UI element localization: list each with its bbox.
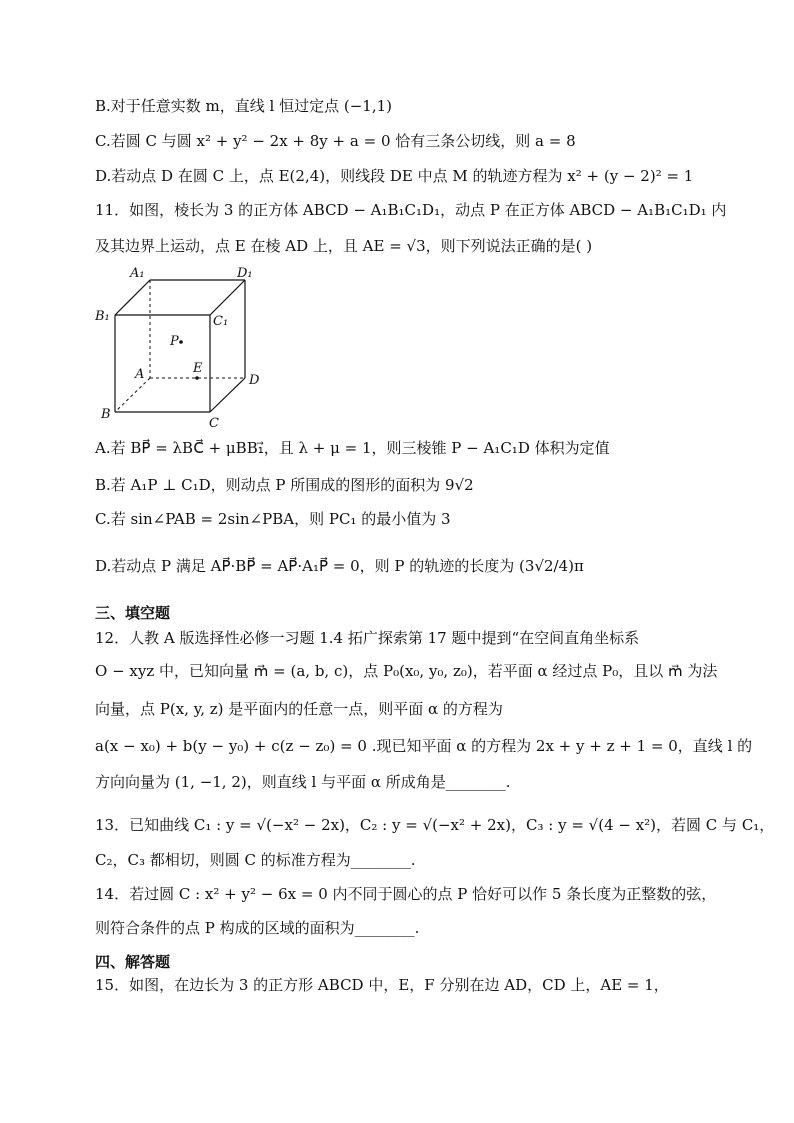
cube-figure: [95, 262, 275, 432]
label-d1: D₁: [237, 266, 253, 281]
section-heading-fill-in: 三、填空题: [95, 604, 171, 622]
line-option-c: C.若圆 C 与圆 x² + y² − 2x + 8y + a = 0 恰有三条公切线，则 a = 8: [95, 132, 576, 150]
question-11-line2: 及其边界上运动，点 E 在棱 AD 上，且 AE = √3，则下列说法正确的是( ): [95, 237, 593, 255]
question-11-option-b: B.若 A₁P ⊥ C₁D，则动点 P 所围成的图形的面积为 9√2: [95, 476, 474, 494]
question-15-line1: 15．如图，在边长为 3 的正方形 ABCD 中，E，F 分别在边 AD，CD 上，AE = 1，: [95, 976, 669, 994]
question-12-line4: a(x − x₀) + b(y − y₀) + c(z − z₀) = 0 .现已知平面 α 的方程为 2x + y + z + 1 = 0，直线 l 的: [95, 737, 753, 755]
question-13-line2: C₂，C₃ 都相切，则圆 C 的标准方程为________.: [95, 851, 416, 869]
question-12-line1: 12．人教 A 版选择性必修一习题 1.4 拓广探索第 17 题中提到“在空间直角坐标系: [95, 629, 640, 647]
question-12-line5: 方向向量为 (1, −1, 2)，则直线 l 与平面 α 所成角是________.: [95, 773, 511, 791]
label-b: B: [101, 407, 111, 422]
question-11-option-a: A.若 BP⃗ = λBC⃗ + μBB₁⃗，且 λ + μ = 1，则三棱锥 P − A₁C₁D 体积为定值: [95, 439, 610, 457]
question-14-line2: 则符合条件的点 P 构成的区域的面积为________.: [95, 919, 420, 937]
question-12-line2: O − xyz 中，已知向量 m⃗ = (a, b, c)，点 P₀(x₀, y₀, z₀)，若平面 α 经过点 P₀，且以 m⃗ 为法: [95, 662, 718, 680]
label-a: A: [135, 367, 145, 382]
label-p: P: [170, 334, 179, 349]
question-13-line1: 13．已知曲线 C₁ : y = √(−x² − 2x)，C₂ : y = √(−x² + 2x)，C₃ : y = √(4 − x²)，若圆 C 与 C₁，: [95, 816, 775, 834]
question-14-line1: 14．若过圆 C : x² + y² − 6x = 0 内不同于圆心的点 P 恰好可以作 5 条长度为正整数的弦，: [95, 885, 717, 903]
question-11-option-d: D.若动点 P 满足 AP⃗·BP⃗ = AP⃗·A₁P⃗ = 0，则 P 的轨迹的长度为 (3√2/4)π: [95, 557, 584, 575]
label-d: D: [249, 373, 260, 388]
label-b1: B₁: [95, 309, 110, 324]
question-11-option-c: C.若 sin∠PAB = 2sin∠PBA，则 PC₁ 的最小值为 3: [95, 510, 451, 528]
label-c: C: [209, 416, 219, 431]
label-a1: A₁: [130, 266, 145, 281]
line-option-b: B.对于任意实数 m，直线 l 恒过定点 (−1,1): [95, 97, 393, 115]
question-11-line1: 11．如图，棱长为 3 的正方体 ABCD − A₁B₁C₁D₁，动点 P 在正方体 ABCD − A₁B₁C₁D₁ 内: [95, 201, 727, 219]
question-12-line3: 向量，点 P(x, y, z) 是平面内的任意一点，则平面 α 的方程为: [95, 700, 503, 718]
label-e: E: [193, 361, 203, 376]
point-p-dot: [179, 340, 183, 344]
line-option-d: D.若动点 D 在圆 C 上，点 E(2,4)，则线段 DE 中点 M 的轨迹方程为 x² + (y − 2)² = 1: [95, 167, 694, 185]
label-c1: C₁: [213, 314, 229, 329]
section-heading-answers: 四、解答题: [95, 953, 171, 971]
point-e-dot: [195, 376, 199, 380]
